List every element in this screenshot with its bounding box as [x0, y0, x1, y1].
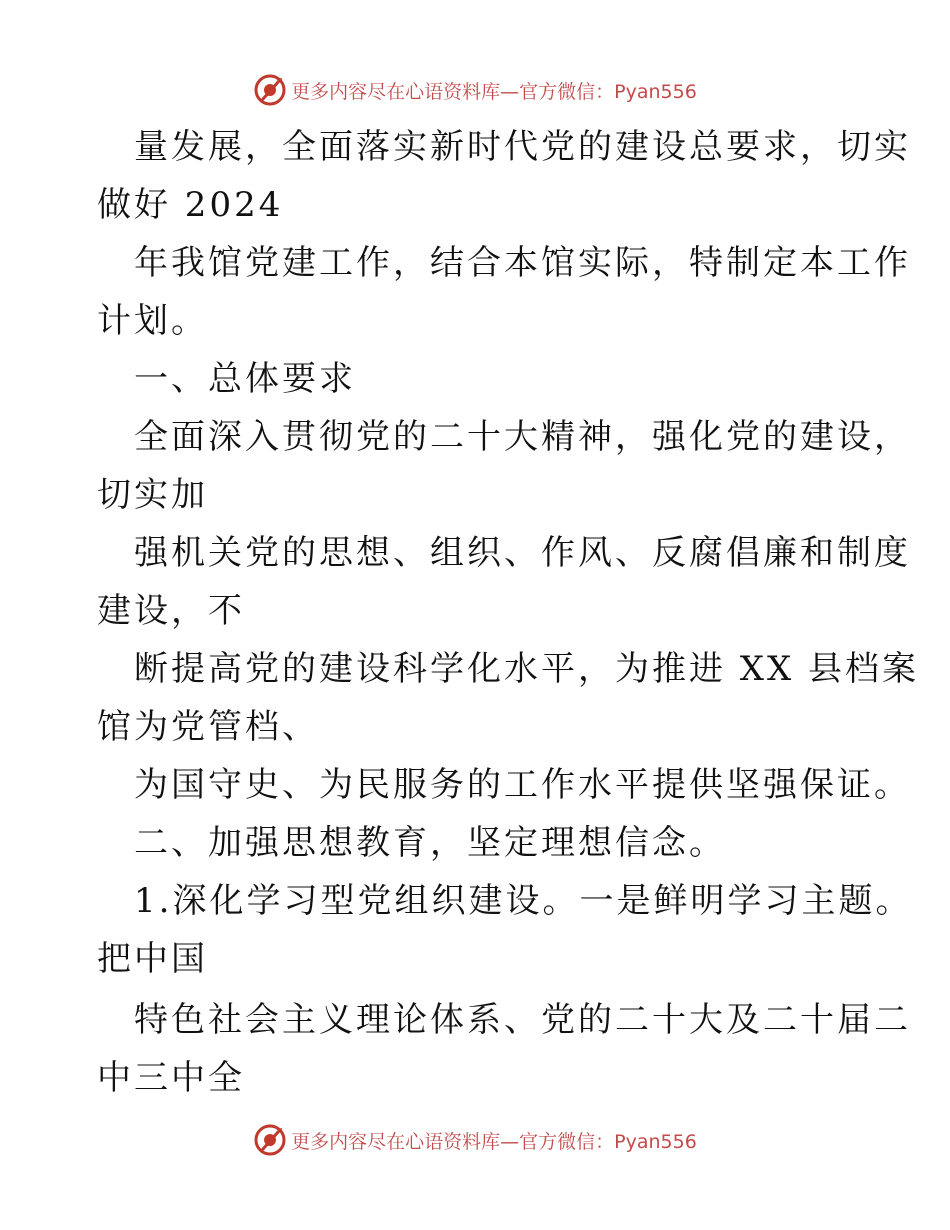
body-line: 把中国: [97, 939, 208, 979]
body-line: 1.深化学习型党组织建设。一是鲜明学习主题。: [134, 881, 913, 921]
body-line: 计划。: [97, 301, 208, 341]
footer-banner: [0, 1120, 950, 1160]
body-line: 中三中全: [97, 1058, 245, 1098]
body-line: 全面深入贯彻党的二十大精神，强化党的建设，: [134, 417, 911, 457]
section-heading: 二、加强思想教育，坚定理想信念。: [134, 823, 726, 863]
section-heading: 一、总体要求: [134, 359, 356, 399]
logo-icon: [253, 1123, 287, 1157]
body-line: 量发展，全面落实新时代党的建设总要求，切实: [134, 127, 911, 167]
body-line: 强机关党的思想、组织、作风、反腐倡廉和制度: [134, 533, 911, 573]
header-banner-text: 更多内容尽在心语资料库—官方微信：Pyan556: [291, 80, 697, 103]
body-line: 断提高党的建设科学化水平，为推进 XX 县档案: [134, 649, 920, 689]
body-line: 特色社会主义理论体系、党的二十大及二十届二: [134, 1000, 911, 1040]
body-line: 馆为党管档、: [97, 707, 319, 747]
body-line: 切实加: [97, 475, 208, 515]
body-line: 做好 2024: [97, 185, 284, 225]
body-line: 为国守史、为民服务的工作水平提供坚强保证。: [134, 765, 911, 805]
body-line: 建设，不: [97, 591, 245, 631]
footer-banner-text: 更多内容尽在心语资料库—官方微信：Pyan556: [291, 1130, 697, 1153]
body-line: 年我馆党建工作，结合本馆实际，特制定本工作: [134, 243, 911, 283]
